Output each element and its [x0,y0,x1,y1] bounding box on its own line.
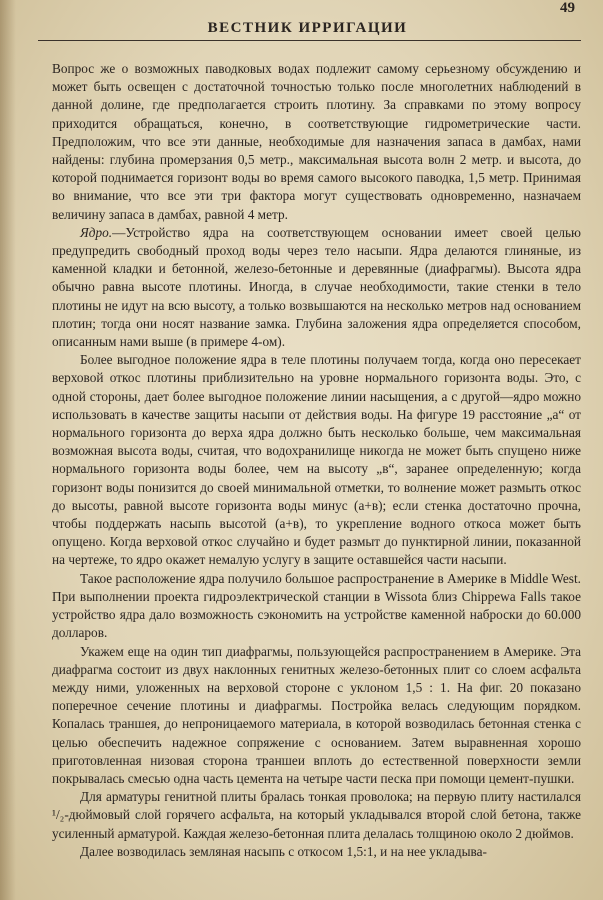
paragraph: Более выгодное положение ядра в теле плотины получаем тогда, когда оно пересекает верховой откос плотины приблизительно на уровне нормального горизонта воды. Это, с одной стороны, дает более выгодное положение линии насыщения, а с другой—ядро можно использовать в качестве защиты насыпи от действия воды. На фигуре 19 расстояние „а“ от нормального горизонта до верха ядра должно быть несколько больше, чем максимальная возможная высота воды, считая, что водохранилище никогда не может быть спущено ниже нормального горизонта воды более, чем на высоту „в“, заранее определенную; когда горизонт воды понизится до своей минимальной отметки, то волнение может размыть откос до высоты, равной высоте горизонта воды минус (а+в); если стенка достаточно прочна, чтобы поддержать насыпь высотой (а+в), то укрепление водного откоса может быть опущено. Когда верховой откос случайно и будет размыт до пунктирной линии, показанной на чертеже, то ядро окажет немалую услугу в защите оставшейся части насыпи. [52,352,581,568]
section-lead-word: Ядро. [80,224,113,240]
page-number: 49 [560,0,575,16]
article-body [52,60,581,861]
paragraph: Далее возводилась земляная насыпь с откосом 1,5:1, и на нее укладыва- [80,843,487,859]
paragraph: Укажем еще на один тип диафрагмы, пользующейся распространением в Америке. Эта диафрагма состоит из двух наклонных генитных железо-бетонных плит со слоем асфальта между ними, уложенных на верховой стороне с уклоном 1,5 : 1. На фиг. 20 показано поперечное сечение плотины и диафрагмы. Постройка велась следующим порядком. Копалась траншея, до непроницаемого материала, в которой возводилась бетонная стенка с целью обеспечить надежное сопряжение с основанием. Затем выравненная хорошо приготовленная низовая сторона траншеи вплоть до естественной поверхности земли покрывалась смесью одна часть цемента на четыре части песка при помощи цемент-пушки. [52,643,581,786]
header-divider [38,40,581,41]
journal-title: ВЕСТНИК ИРРИГАЦИИ [207,20,408,36]
paragraph: Такое расположение ядра получило большое распространение в Америке в Middle West. При выполнении проекта гидроэлектрической станции в Wissota близ Chippewa Falls такое устройство ядра дало возможность сэкономить на устройстве каменной наброски до 60.000 долларов. [52,570,581,641]
paragraph: Для арматуры генитной плиты бралась тонкая проволока; на первую плиту настилался ¹/₂-дюймовый слой горячего асфальта, на который укладывался второй слой бетона, также усиленный арматурой. Каждая железо-бетонная плита делалась толщиною около 2 дюймов. [52,789,581,841]
paragraph [52,224,581,351]
running-header [40,18,575,40]
page-edge-shadow [0,0,16,900]
paragraph-text: —Устройство ядра на соответствующем основании имеет своей целью предупредить свободный проход воды через тело насыпи. Ядра делаются глиняные, из каменной кладки и бетонной, железо-бетонные и деревянные (диафрагмы). Высота ядра обычно равна высоте плотины. Иногда, в случае необходимости, такие стенки в тело плотины не идут на всю высоту, а только возвышаются на несколько метров над основанием плотин; тогда они носят название замка. Глубина заложения ядра определяется способом, описанным нами выше (в примере 4-ом). [52,224,581,350]
paragraph: Вопрос же о возможных паводковых водах подлежит самому серьезному обсуждению и может быть освещен с достаточной точностью только после многолетних наблюдений в данной долине, где предполагается строить плотину. За справками по этому вопросу приходится обращаться, конечно, в соответствующие гидрометрические части. Предположим, что все эти данные, необходимые для назначения запаса в дамбах, нами найдены: глубина промерзания 0,5 метр., максимальная высота волн 2 метр. и высота, до которой поднимается горизонт воды во время самого высокого паводка, 1,5 метр. Принимая во внимание, что все эти три фактора могут существовать одновременно, назначаем величину запаса в дамбах, равной 4 метр. [52,61,581,222]
